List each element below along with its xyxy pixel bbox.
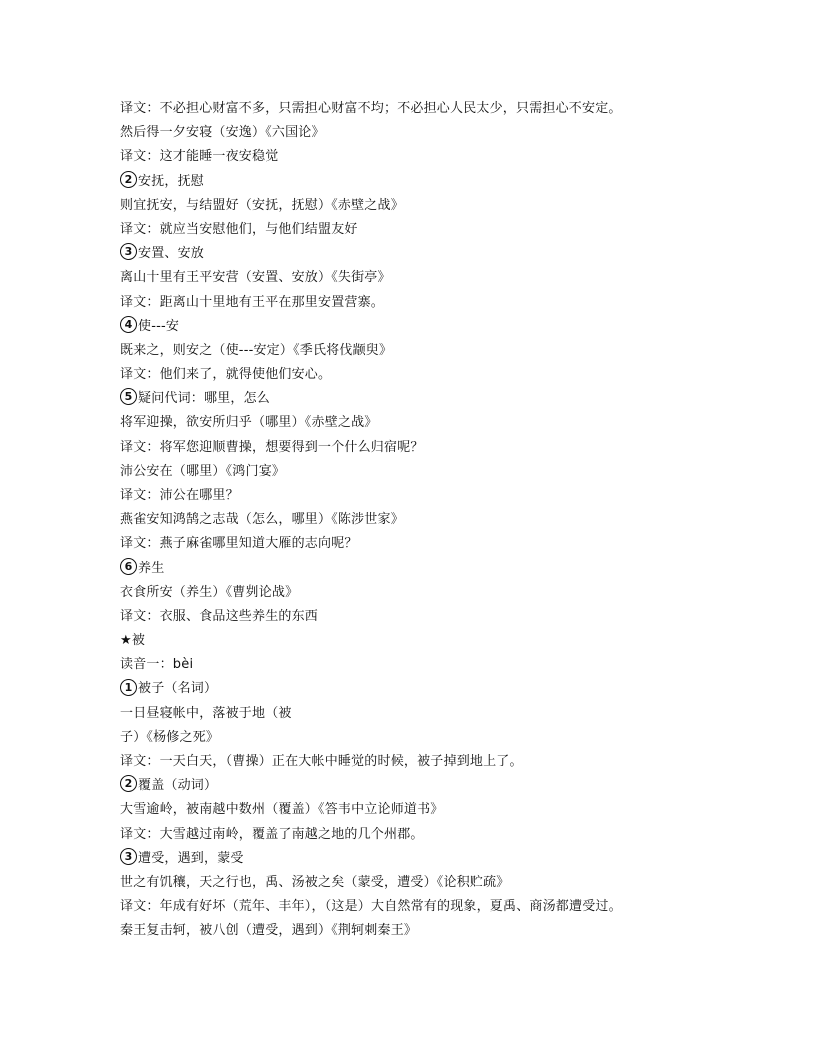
text-line: 译文：衣服、食品这些养生的东西: [120, 608, 319, 624]
text-line: 译文：年成有好坏（荒年、丰年），（这是）大自然常有的现象，夏禹、商汤都遭受过。: [120, 899, 622, 915]
numbered-heading: [120, 774, 720, 798]
circled-number: 1: [120, 679, 137, 696]
numbered-heading: [120, 170, 720, 194]
text-line: 然后得一夕安寝（安逸）《六国论》: [120, 125, 325, 141]
text-line: 燕雀安知鸿鹄之志哉（怎么，哪里）《陈涉世家》: [120, 512, 404, 528]
numbered-heading: [120, 678, 720, 702]
text-line: 译文：距离山十里地有王平在那里安置营寨。: [120, 294, 385, 310]
heading-text: 养生: [138, 560, 165, 576]
text-line: 离山十里有王平安营（安置、安放）《失街亭》: [120, 270, 391, 286]
numbered-heading: [120, 387, 720, 411]
text-line: 将军迎操，欲安所归乎（哪里）《赤壁之战》: [120, 415, 378, 431]
text-line: 大雪逾岭，被南越中数州（覆盖）《答韦中立论师道书》: [120, 802, 444, 818]
heading-text: 疑问代词：哪里，怎么: [138, 391, 271, 407]
numbered-heading: [120, 315, 720, 339]
text-line: 译文：不必担心财富不多，只需担心财富不均；不必担心人民太少，只需担心不安定。: [120, 101, 622, 116]
text-line: 译文：他们来了，就得使他们安心。: [120, 367, 332, 383]
text-line: ★被: [120, 633, 146, 649]
text-line: 子）《杨修之死》: [120, 729, 220, 745]
text-line: 沛公安在（哪里）《鸿门宴》: [120, 463, 286, 479]
numbered-heading: [120, 242, 720, 266]
document-body: [120, 97, 720, 944]
circled-number: 5: [120, 388, 137, 405]
text-line: 读音一：bèi: [120, 657, 194, 673]
text-line: 既来之，则安之（使---安定）《季氏将伐颛臾》: [120, 342, 393, 358]
heading-text: 被子（名词）: [138, 681, 218, 697]
text-line: 译文：大雪越过南岭，覆盖了南越之地的几个州郡。: [120, 826, 424, 842]
numbered-heading: [120, 557, 720, 581]
text-line: 译文：沛公在哪里？: [120, 488, 239, 503]
heading-text: 覆盖（动词）: [138, 778, 218, 794]
text-line: 译文：这才能睡一夜安稳觉: [120, 149, 279, 165]
text-line: 一日昼寝帐中，落被于地（被: [120, 705, 292, 721]
text-line: 衣食所安（养生）《曹刿论战》: [120, 584, 299, 600]
text-line: 译文：一天白天，（曹操）正在大帐中睡觉的时候，被子掉到地上了。: [120, 754, 523, 770]
text-line: 则宜抚安，与结盟好（安抚，抚慰）《赤壁之战》: [120, 197, 404, 213]
heading-text: 安抚，抚慰: [138, 173, 205, 189]
heading-text: 安置、安放: [138, 246, 205, 262]
circled-number: 6: [120, 558, 137, 575]
numbered-heading: [120, 847, 720, 871]
text-line: 译文：燕子麻雀哪里知道大雁的志向呢？: [120, 536, 358, 552]
text-line: 秦王复击轲，被八创（遭受，遇到）《荆轲刺秦王》: [120, 923, 418, 939]
circled-number: 2: [120, 171, 137, 188]
heading-text: 遭受，遇到，蒙受: [138, 850, 244, 866]
circled-number: 2: [120, 775, 137, 792]
circled-number: 3: [120, 848, 137, 865]
text-line: 译文：将军您迎顺曹操，想要得到一个什么归宿呢？: [120, 439, 424, 455]
heading-text: 使---安: [138, 318, 180, 334]
circled-number: 3: [120, 243, 137, 260]
text-line: 世之有饥穰，天之行也，禹、汤被之矣（蒙受，遭受）《论积贮疏》: [120, 875, 510, 890]
circled-number: 4: [120, 316, 137, 333]
text-line: 译文：就应当安慰他们，与他们结盟友好: [120, 221, 358, 237]
